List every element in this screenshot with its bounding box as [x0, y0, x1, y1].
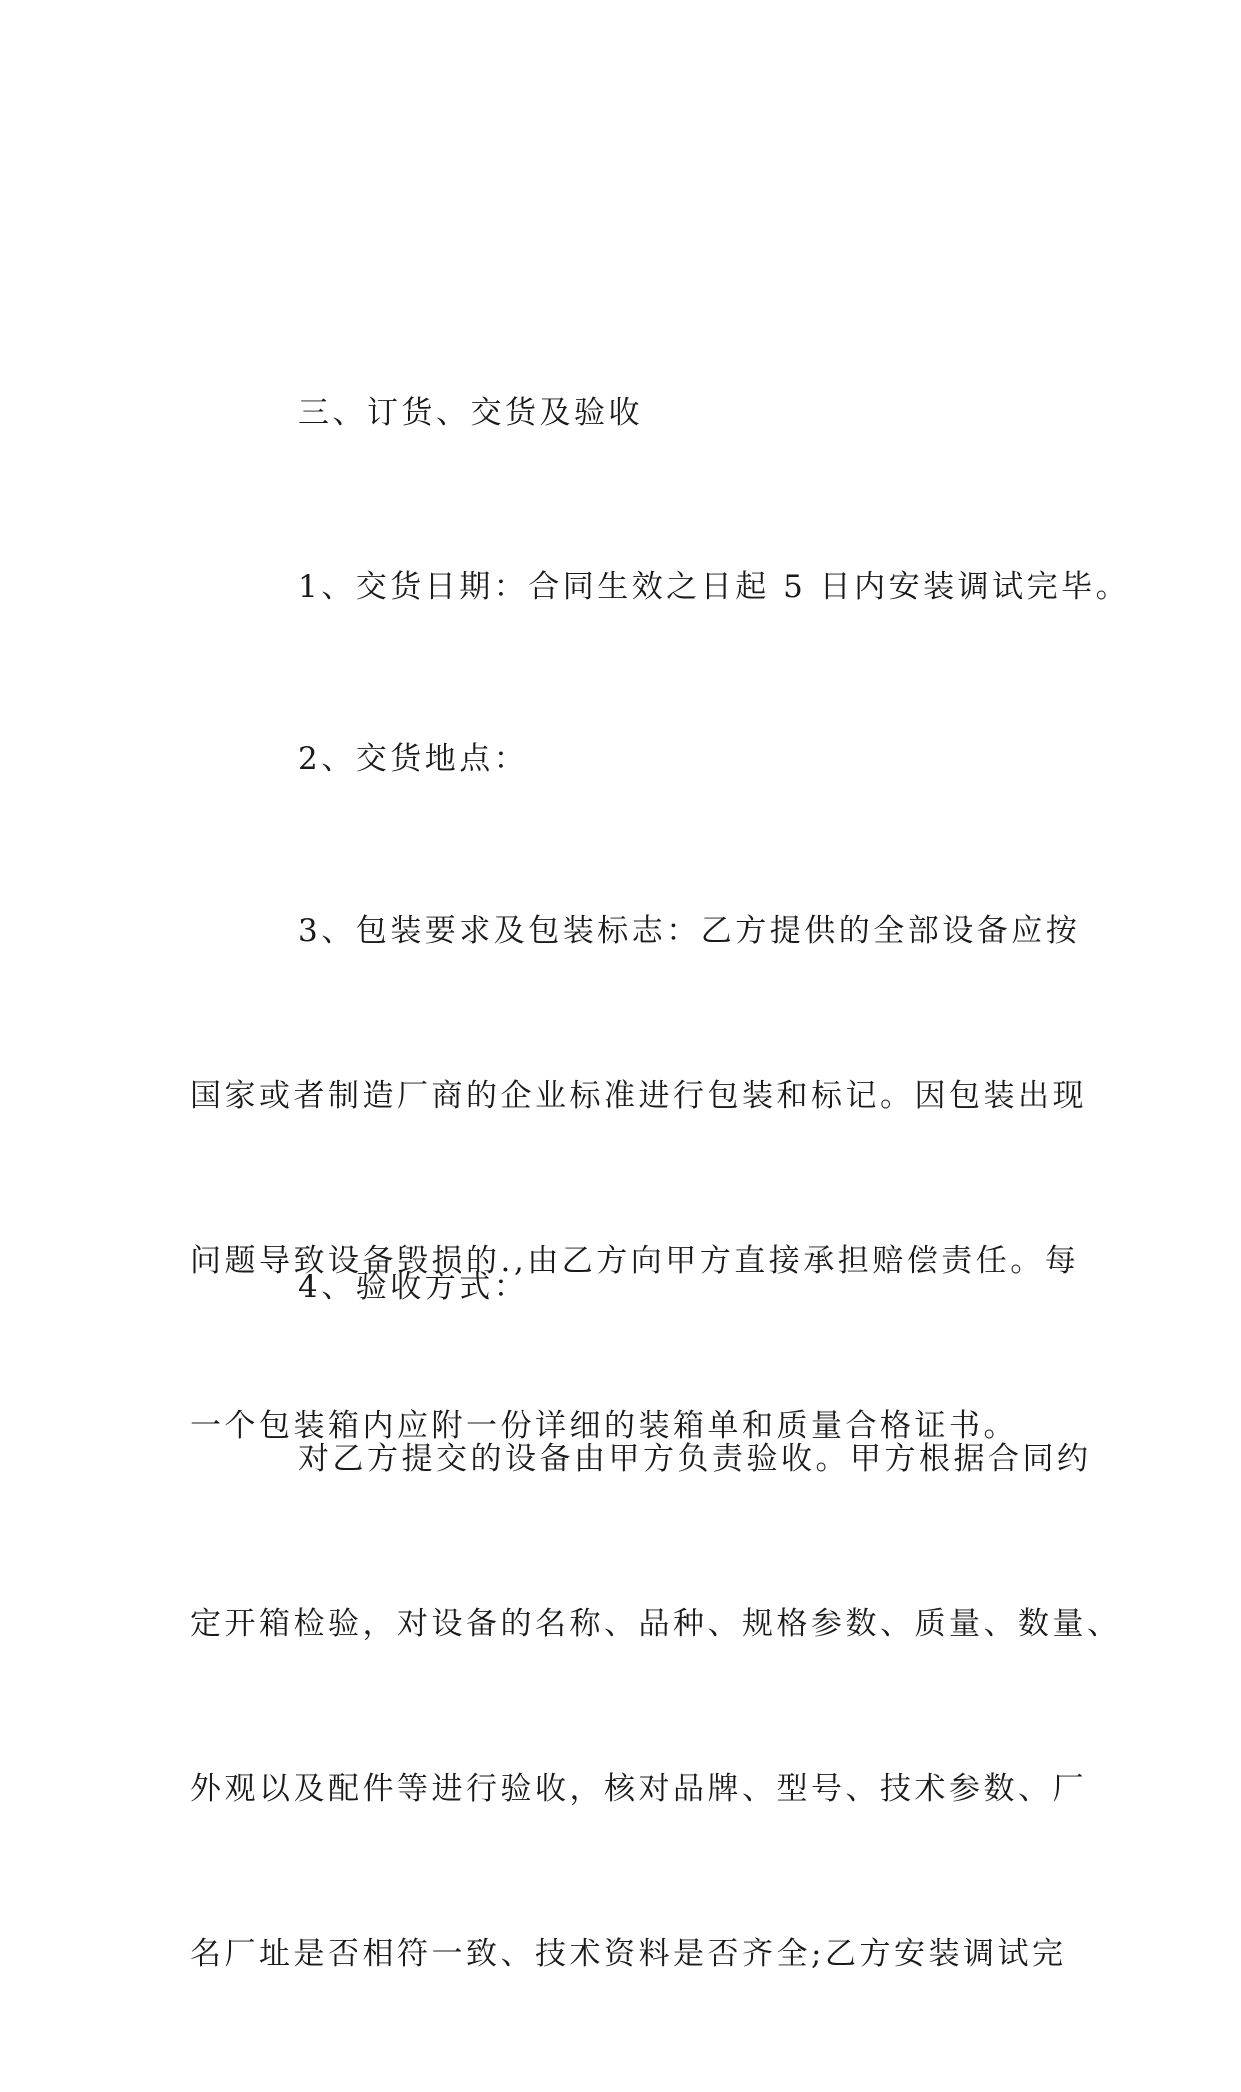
item-delivery-place-text: 2、交货地点：: [298, 741, 529, 777]
acceptance-line: 定开箱检验，对设备的名称、品种、规格参数、质量、数量、: [190, 1606, 1122, 1642]
packaging-line: 3、包装要求及包装标志：乙方提供的全部设备应按: [298, 913, 1081, 949]
section-heading-text: 三、订货、交货及验收: [298, 395, 643, 431]
acceptance-line: 名厂址是否相符一致、技术资料是否齐全;乙方安装调试完: [190, 1936, 1067, 1972]
packaging-line: 国家或者制造厂商的企业标准进行包装和标记。因包装出现: [190, 1078, 1087, 1114]
packaging-line: 问题导致设备毁损的.,由乙方向甲方直接承担赔偿责任。每: [190, 1243, 1080, 1279]
item-delivery-date-text: 1、交货日期：合同生效之日起 5 日内安装调试完毕。: [298, 569, 1131, 605]
acceptance-line: 对乙方提交的设备由甲方负责验收。甲方根据合同约: [298, 1441, 1092, 1477]
acceptance-line: 外观以及配件等进行验收，核对品牌、型号、技术参数、厂: [190, 1771, 1087, 1807]
acceptance-paragraph: [190, 1322, 1122, 2092]
item-acceptance-method-text: 4、验收方式：: [298, 1269, 529, 1305]
packaging-line: 一个包装箱内应附一份详细的装箱单和质量合格证书。: [190, 1408, 1018, 1444]
